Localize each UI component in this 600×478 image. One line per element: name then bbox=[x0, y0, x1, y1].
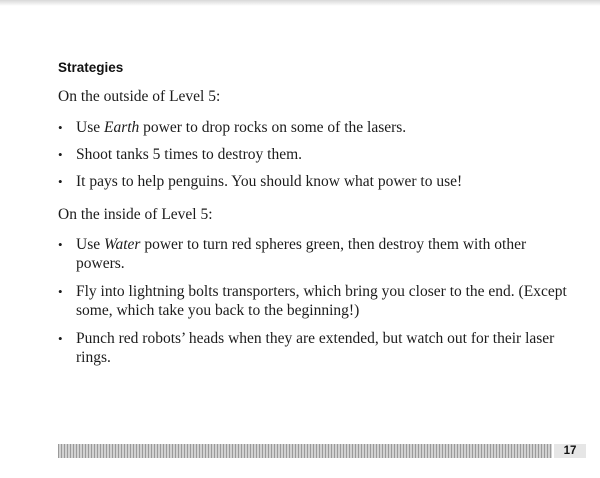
section-heading: Strategies bbox=[58, 60, 124, 75]
list-item bbox=[58, 118, 568, 137]
footer-stripe-bar bbox=[58, 444, 552, 458]
bullet-icon: • bbox=[58, 174, 63, 189]
item-text-start: Punch red robots’ heads when they are extended, but watch out for their laser rings. bbox=[76, 330, 555, 366]
page-number: 17 bbox=[554, 444, 586, 458]
item-text-start: Shoot tanks 5 times to destroy them. bbox=[76, 146, 303, 163]
bullet-icon: • bbox=[58, 147, 63, 162]
page-edge-shadow bbox=[0, 0, 600, 6]
bullet-icon: • bbox=[58, 237, 63, 252]
item-text-end: power to turn red spheres green, then destroy them with other powers. bbox=[76, 236, 527, 272]
bullet-icon: • bbox=[58, 284, 63, 299]
list-item bbox=[58, 172, 568, 191]
item-text-emphasis: Water bbox=[103, 236, 141, 253]
item-text-start: Fly into lightning bolts transporters, which bring you closer to the end. (Except some, which take you back to the beginning!) bbox=[76, 283, 567, 319]
list-item bbox=[58, 145, 568, 164]
item-text-start: Use bbox=[76, 119, 104, 136]
outside-intro: On the outside of Level 5: bbox=[58, 88, 221, 105]
item-text-start: It pays to help penguins. You should know what power to use! bbox=[76, 173, 463, 190]
inside-strategy-list bbox=[58, 235, 568, 376]
list-item bbox=[58, 282, 568, 320]
bullet-icon: • bbox=[58, 120, 63, 135]
item-text-start: Use bbox=[76, 236, 104, 253]
list-item bbox=[58, 329, 568, 367]
inside-intro: On the inside of Level 5: bbox=[58, 206, 213, 223]
outside-strategy-list bbox=[58, 118, 568, 199]
bullet-icon: • bbox=[58, 331, 63, 346]
item-text-end: power to drop rocks on some of the lasers. bbox=[139, 119, 407, 136]
list-item bbox=[58, 235, 568, 273]
item-text-emphasis: Earth bbox=[103, 119, 140, 136]
